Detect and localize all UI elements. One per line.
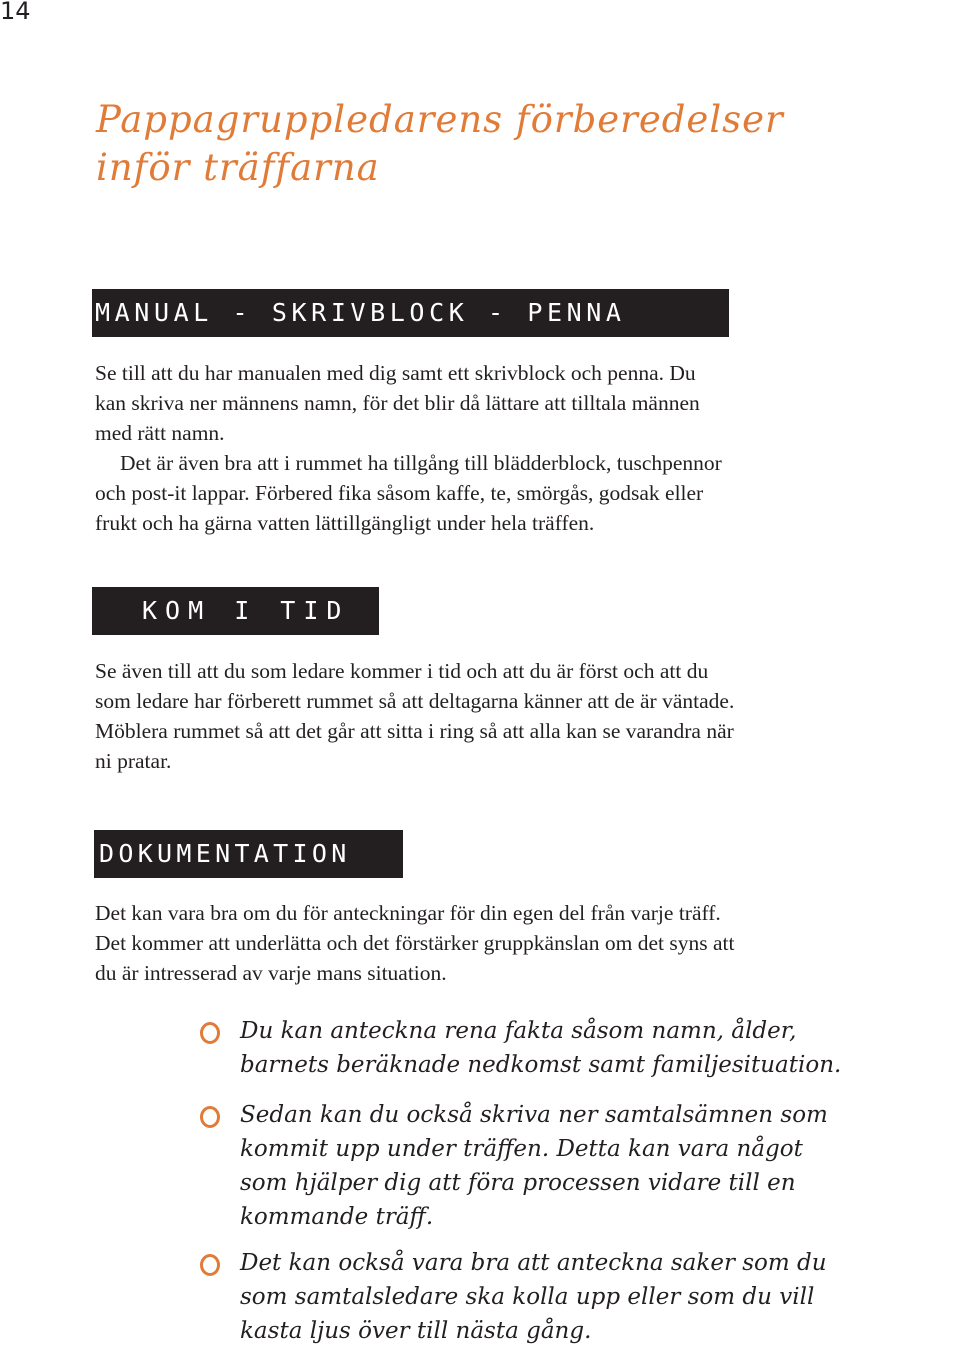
page-title	[96, 96, 916, 192]
text-line: Det kommer att underlätta och det förstärker gruppkänslan om det syns att	[95, 931, 735, 955]
circle-bullet-icon	[200, 1022, 220, 1044]
page-title-line-2: inför träffarna	[96, 146, 380, 189]
text-line: Möblera rummet så att det går att sitta i ring så att alla kan se varandra när	[95, 719, 734, 743]
text-line: med rätt namn.	[95, 421, 225, 445]
bullet-line: kasta ljus över till nästa gång.	[240, 1318, 592, 1344]
bullet-line: Sedan kan du också skriva ner samtalsämnen som	[240, 1102, 828, 1128]
circle-bullet-icon	[200, 1106, 220, 1128]
text-line: Se till att du har manualen med dig samt ett skrivblock och penna. Du	[95, 361, 696, 385]
circle-bullet-icon	[200, 1254, 220, 1276]
page-title-line-1: Pappagruppledarens förberedelser	[96, 98, 784, 141]
text-line: som ledare har förberett rummet så att deltagarna känner att de är väntade.	[95, 689, 735, 713]
section-heading-manual: MANUAL - SKRIVBLOCK - PENNA	[92, 289, 729, 337]
bullet-line: Du kan anteckna rena fakta såsom namn, ålder,	[240, 1018, 797, 1044]
text-line: du är intresserad av varje mans situation.	[95, 961, 447, 985]
bullet-line: som hjälper dig att föra processen vidare till en	[240, 1170, 796, 1196]
page-number: 14	[0, 0, 31, 25]
bullet-item	[198, 1098, 958, 1234]
text-line: och post-it lappar. Förbered fika såsom kaffe, te, smörgås, godsak eller	[95, 481, 704, 505]
bullet-item	[198, 1014, 958, 1082]
manual-paragraph	[95, 358, 895, 538]
text-line: Se även till att du som ledare kommer i tid och att du är först och att du	[95, 659, 709, 683]
kom-i-tid-paragraph	[95, 656, 895, 776]
dokumentation-paragraph	[95, 898, 895, 988]
bullet-line: Det kan också vara bra att anteckna saker som du	[240, 1250, 827, 1276]
text-line: Det kan vara bra om du för anteckningar för din egen del från varje träff.	[95, 901, 721, 925]
text-line: Det är även bra att i rummet ha tillgång till blädderblock, tuschpennor	[120, 451, 722, 475]
text-line: frukt och ha gärna vatten lättillgängligt under hela träffen.	[95, 511, 595, 535]
bullet-line: barnets beräknade nedkomst samt familjesituation.	[240, 1052, 842, 1078]
text-line: ni pratar.	[95, 749, 172, 773]
bullet-line: som samtalsledare ska kolla upp eller som du vill	[240, 1284, 815, 1310]
bullet-item	[198, 1246, 958, 1348]
section-heading-dokumentation: DOKUMENTATION	[94, 830, 403, 878]
bullet-line: kommit upp under träffen. Detta kan vara något	[240, 1136, 803, 1162]
section-heading-kom-i-tid: KOM I TID	[92, 587, 379, 635]
bullet-line: kommande träff.	[240, 1204, 434, 1230]
text-line: kan skriva ner männens namn, för det blir då lättare att tilltala männen	[95, 391, 700, 415]
dokumentation-bullet-list	[198, 1014, 958, 1348]
